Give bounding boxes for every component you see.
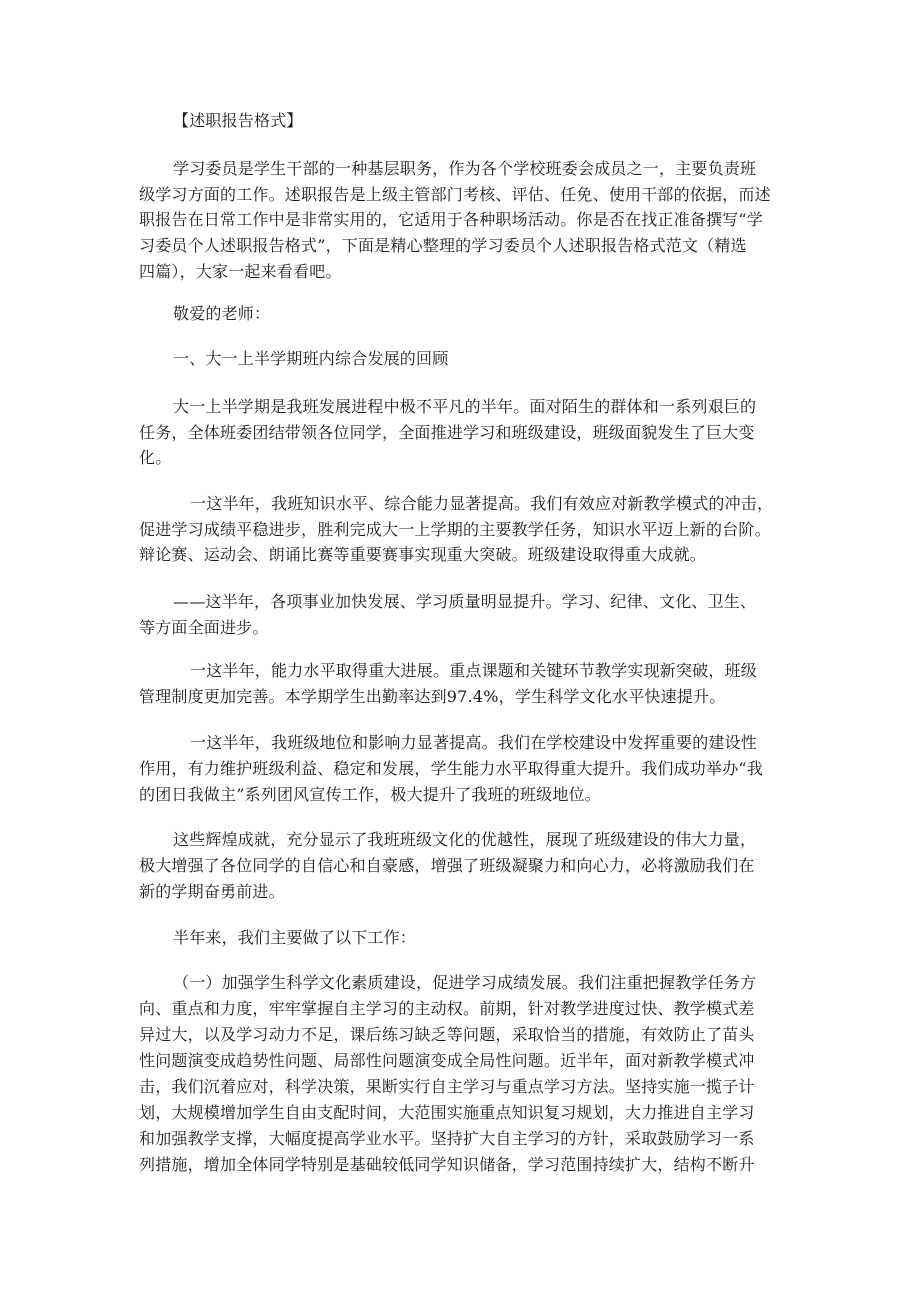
paragraph-line: 的团日我做主”系列团风宣传工作，极大提升了我班的班级地位。 (139, 785, 601, 804)
paragraph-line: ——这半年，各项事业加快发展、学习质量明显提升。学习、纪律、文化、卫生、 (173, 592, 757, 611)
paragraph-line: 新的学期奋勇前进。 (139, 882, 285, 901)
document-title: 【述职报告格式】 (173, 111, 303, 130)
intro-line: 职报告在日常工作中是非常实用的，它适用于各种职场活动。你是否在找正准备撰写“学 (139, 210, 763, 229)
intro-line: 级学习方面的工作。述职报告是上级主管部门考核、评估、任免、使用干部的依据，而述 (139, 185, 771, 204)
work-intro: 半年来，我们主要做了以下工作： (173, 928, 417, 947)
paragraph-line: 等方面全面进步。 (139, 618, 269, 637)
paragraph-line: 向、重点和力度，牢牢掌握自主学习的主动权。前期，针对教学进度过快、教学模式差 (139, 999, 755, 1018)
paragraph-line: 这些辉煌成就，充分显示了我班班级文化的优越性，展现了班级建设的伟大力量， (173, 830, 757, 849)
greeting: 敬爱的老师： (173, 304, 271, 323)
paragraph-line: 极大增强了各位同学的自信心和自豪感，增强了班级凝聚力和向心力，必将激励我们在 (139, 856, 755, 875)
intro-line: 四篇），大家一起来看看吧。 (139, 262, 342, 281)
paragraph-line: 性问题演变成趋势性问题、局部性问题演变成全局性问题。近半年，面对新教学模式冲 (139, 1051, 755, 1070)
paragraph-line: 辩论赛、运动会、朗诵比赛等重要赛事实现重大突破。班级建设取得重大成就。 (139, 545, 707, 564)
paragraph-line: 管理制度更加完善。本学期学生出勤率达到97.4%，学生科学文化水平快速提升。 (139, 687, 726, 706)
paragraph-line: 一这半年，能力水平取得重大进展。重点课题和关键环节教学实现新突破，班级 (190, 661, 758, 680)
paragraph-line: 化。 (139, 448, 172, 467)
paragraph-line: 一这半年，我班级地位和影响力显著提高。我们在学校建设中发挥重要的建设性 (190, 733, 758, 752)
paragraph-line: 作用，有力维护班级利益、稳定和发展，学生能力水平取得重大提升。我们成功举办“我 (139, 759, 763, 778)
paragraph-line: 促进学习成绩平稳进步，胜利完成大一上学期的主要教学任务，知识水平迈上新的台阶。 (139, 520, 771, 539)
intro-line: 习委员个人述职报告格式”，下面是精心整理的学习委员个人述职报告格式范文（精选 (139, 236, 747, 255)
paragraph-line: 划，大规模增加学生自由支配时间，大范围实施重点知识复习规划，大力推进自主学习 (139, 1103, 755, 1122)
paragraph-line: 列措施，增加全体同学特别是基础较低同学知识储备，学习范围持续扩大，结构不断升 (139, 1155, 755, 1174)
paragraph-line: 异过大，以及学习动力不足，课后练习缺乏等问题，采取恰当的措施，有效防止了苗头 (139, 1025, 755, 1044)
paragraph-line: 和加强教学支撑，大幅度提高学业水平。坚持扩大自主学习的方针，采取鼓励学习一系 (139, 1129, 755, 1148)
paragraph-line: 任务，全体班委团结带领各位同学，全面推进学习和班级建设，班级面貌发生了巨大变 (139, 423, 755, 442)
section-heading: 一、大一上半学期班内综合发展的回顾 (173, 349, 449, 368)
paragraph-line: 击，我们沉着应对，科学决策，果断实行自主学习与重点学习方法。坚持实施一揽子计 (139, 1077, 755, 1096)
paragraph-line: 大一上半学期是我班发展进程中极不平凡的半年。面对陌生的群体和一系列艰巨的 (173, 397, 757, 416)
paragraph-line: （一）加强学生科学文化素质建设，促进学习成绩发展。我们注重把握教学任务方 (173, 973, 757, 992)
intro-line: 学习委员是学生干部的一种基层职务，作为各个学校班委会成员之一，主要负责班 (173, 159, 757, 178)
paragraph-line: 一这半年，我班知识水平、综合能力显著提高。我们有效应对新教学模式的冲击， (190, 494, 774, 513)
